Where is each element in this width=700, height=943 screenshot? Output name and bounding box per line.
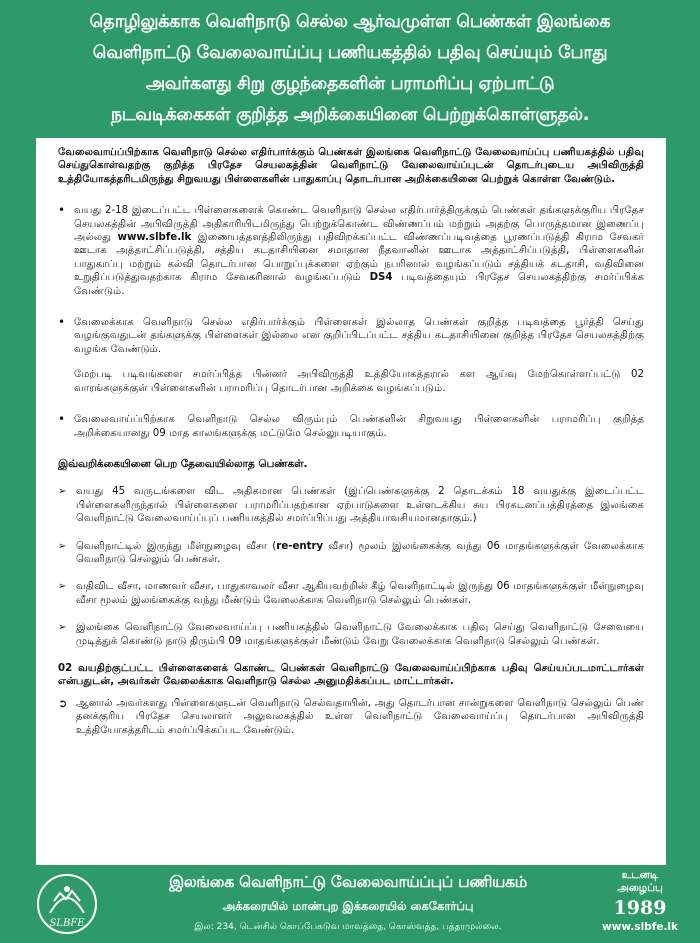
footer-website-link[interactable]: www.slbfe.lk — [601, 921, 679, 933]
document-footer — [0, 865, 700, 943]
header-line-4: நடவடிக்கைகள் குறித்த அறிக்கையினை பெற்றுக்கொள்ளுதல். — [110, 105, 590, 125]
reentry-term: re-entry — [276, 540, 324, 552]
document-body — [36, 138, 666, 865]
arrow-bullet-icon: ➢ — [58, 540, 67, 552]
header-line-1: தொழிலுக்காக வெளிநாடு செல்ல ஆர்வமுள்ள பெண்கள் இலங்கை — [89, 12, 611, 32]
intro-paragraph: வேலைவாய்ப்பிற்காக வெளிநாடு செல்ல எதிர்பார்க்கும் பெண்கள் இலங்கை வெளிநாட்டு வேலைவாய்ப்பு பணியகத்தில் பதிவு செய்துகொள்வதற்கு குறித்த பிரதேச செயலகத்தின் வெளிநாட்டு வேலைவாய்ப்புடன் தொடர்புடைய அபிவிருத்தி உத்தியோகத்தரிடமிருந்து சிறுவயது பிள்ளைகளின் பாதுகாப்பு தொடர்பான அறிக்கையினை பெற்றுக் கொள்ள வேண்டும். — [58, 147, 644, 185]
exempt-section-title: இவ்வறிக்கையினை பெற தேவையில்லாத பெண்கள். — [58, 457, 308, 470]
founded-line-2: அழைப்பு — [617, 882, 663, 894]
bullet-icon: • — [58, 315, 66, 330]
list-item-text: வேலைக்காக வெளிநாடு செல்ல எதிர்பார்க்கும் பிள்ளைகள் இல்லாத பெண்கள் குறித்த படிவத்தை பூர்த்தி செய்து வழங்குவதுடன் தங்களுக்கு பிள்ளைகள் இல்லை என குறிப்பிடப்பட்ட சத்திய கடதாசியினை குறித்த பிரதேச செயலகத்திற்கு வழங்க வேண்டும். — [74, 317, 644, 355]
founded-block — [590, 869, 690, 934]
list-item-text: வெளிநாட்டில் இருந்து மீள்நுழைவு வீசா (re-entry வீசா) மூலம் இலங்கைக்கு வந்து 06 மாதங்களுக்குள் வேலைக்காக வெளிநாடு செல்லும் பெண்கள். — [76, 540, 644, 565]
circle-arrow-icon: ➲ — [58, 696, 68, 710]
list-item-note — [74, 368, 644, 395]
final-note — [58, 697, 644, 737]
list-item — [58, 621, 644, 648]
org-slogan: அக்கரையில் மாண்புற இக்கரையில் கைகோர்ப்பு — [222, 899, 474, 913]
arrow-bullet-icon: ➢ — [58, 622, 67, 634]
list-item — [58, 413, 644, 440]
arrow-bullet-icon: ➢ — [58, 581, 67, 593]
list-item — [58, 580, 644, 607]
form-code: DS4 — [369, 272, 393, 284]
list-item-text: வயது 45 வருடங்களை விட அதிகமான பெண்கள் (இப்பெண்களுக்கு 2 தொடக்கம் 18 வயதுக்கு இடைப்பட்ட பிள்ளைகளிருந்தால் பிள்ளைகளை பராமரிப்பதற்கான ஏற்பாடுகளை உள்ளடக்கிய சுய பிரகடனப்பத்திரத்தை இலங்கை வெளிநாட்டு வேலைவாய்ப்புப் பணியகத்தில் சமர்ப்பிப்பது அத்தியாவசியமானதாகும்.) — [76, 486, 644, 525]
org-address: இல: 234, டென்சில் கொப்பேகடுவ மாவத்தை, கொஸ்வத்த, பத்தரமுல்லை. — [194, 922, 502, 932]
closing-paragraph: 02 வயதிற்குட்பட்ட பிள்ளைகளைக் கொண்ட பெண்கள் வெளிநாட்டு வேலைவாய்ப்பிற்காக பதிவு செய்யப்படமாட்டார்கள் என்பதுடன், அவர்கள் வேலைக்காக வெளிநாடு செல்ல அனுமதிக்கப்பட மாட்டார்கள். — [58, 662, 644, 688]
exempt-list — [58, 485, 644, 648]
document-header — [0, 0, 700, 138]
website-link[interactable]: www.slbfe.lk — [117, 232, 192, 244]
list-item — [58, 204, 644, 298]
list-item-text: வேலைவாய்ப்பிற்காக வெளிநாடு செல்ல விரும்பும் பெண்களின் சிறுவயது பிள்ளைகளின் பராமரிப்பு குறித்த அறிக்கையானது 09 மாத காலங்களுக்கு மட்டுமே செல்லுபடியாகும். — [74, 414, 644, 439]
requirements-list — [58, 204, 644, 440]
list-item — [58, 485, 644, 525]
bullet-icon: • — [58, 203, 66, 218]
header-line-3: அவர்களது சிறு குழந்தைகளின் பராமரிப்பு ஏற்பாட்டு — [145, 74, 555, 94]
list-item-text: மேற்படி படிவங்களை சமர்ப்பித்த பின்னர் அபிவிருத்தி உத்தியோகத்தரால் கள ஆய்வு மேற்கொள்ளப்பட்டு 02 வாரங்களுக்குள் பிள்ளைகளின் பராமரிப்பு தொடர்பான அறிக்கை வழங்கப்படும். — [74, 369, 644, 394]
bullet-icon: • — [58, 412, 66, 427]
list-item-text: வதிவிட வீசா, மாணவர் வீசா, பாதுகாவலர் வீசா ஆகியவற்றின் கீழ் வெளிநாட்டில் இருந்து 06 மாதங்களுக்குள் மீள்நுழைவு வீசா மூலம் இலங்கைக்கு வந்து மீண்டும் வேலைக்காக வெளிநாடு செல்லும் பெண்கள். — [76, 581, 644, 606]
final-note-text: ஆனால் அவர்களது பிள்ளைகளுடன் வெளிநாடு செல்வதாயின், அது தொடர்பான சான்றுகளை வெளிநாடு செல்லும் பெண் தனக்குரிய பிரதேச செயலாளர் அலுவலகத்தில் உள்ள வெளிநாட்டு வேலைவாய்ப்பு தொடர்பான அபிவிருத்தி உத்தியோகத்தரிடம் சமர்ப்பிக்கப்பட வேண்டும். — [76, 697, 644, 736]
founded-year: 1989 — [613, 897, 667, 919]
arrow-bullet-icon: ➢ — [58, 486, 67, 498]
list-item-text: வயது 2-18 இடைப்பட்ட பிள்ளைகளைக் கொண்ட வெளிநாடு செல்ல எதிர்பார்த்திருக்கும் பெண்கள் தங்களுக்குரிய பிரதேச செயலகத்தின் அபிவிருத்தி அதிகாரியிடமிருந்து பெற்றுக்கொண்ட விண்ணப்பம் மற்றும் அதற்கு பொருத்தமான இணைப்பு அல்லது www.slbfe.lk இணையத்தளத்திலிருந்து பதிவிறக்கப்பட்ட விண்ணப்படிவத்தை பூரணப்படுத்தி கிராம சேவகர் ஊடாக அத்தாட்சிப்படுத்தி, சத்திய கடதாசியினை சமாதான நீதவானின் ஊடாக அத்தாட்சிப்படுத்தி, பிள்ளைகளின் பாதுகாப்பு மற்றும் கல்வி தொடர்பான பொறுப்புக்களை ஏற்கும் நபரினால் வழங்கப்படும் சத்தியக் கடதாசி, வதிவினை உறுதிப்படுத்துவதற்காக கிராம சேவகரினால் வழங்கப்படும் DS4 படிவத்தையும் பிரதேச செயலகத்திற்கு சமர்ப்பிக்க வேண்டும். — [74, 205, 645, 297]
founded-line-1: உடனடி — [621, 869, 659, 881]
org-name: இலங்கை வெளிநாட்டு வேலைவாய்ப்புப் பணியகம் — [169, 873, 527, 891]
logo-text: SLBFE — [49, 918, 85, 929]
header-line-2: வெளிநாட்டு வேலைவாய்ப்பு பணியகத்தில் பதிவு செய்யும் போது — [92, 43, 608, 63]
list-item-text: இலங்கை வெளிநாட்டு வேலைவாய்ப்பு பணியகத்தில் வெளிநாட்டு வேலைக்காக பதிவு செய்து வெளிநாட்டு சேவையை முடித்துக் கொண்டு நாடு திரும்பி 09 மாதங்களுக்குள் மீண்டும் வேறு வேலைக்காக வெளிநாடு செல்லும் பெண்கள். — [76, 622, 644, 647]
list-item — [58, 316, 644, 356]
slbfe-logo-icon — [36, 873, 98, 935]
list-item — [58, 540, 644, 567]
